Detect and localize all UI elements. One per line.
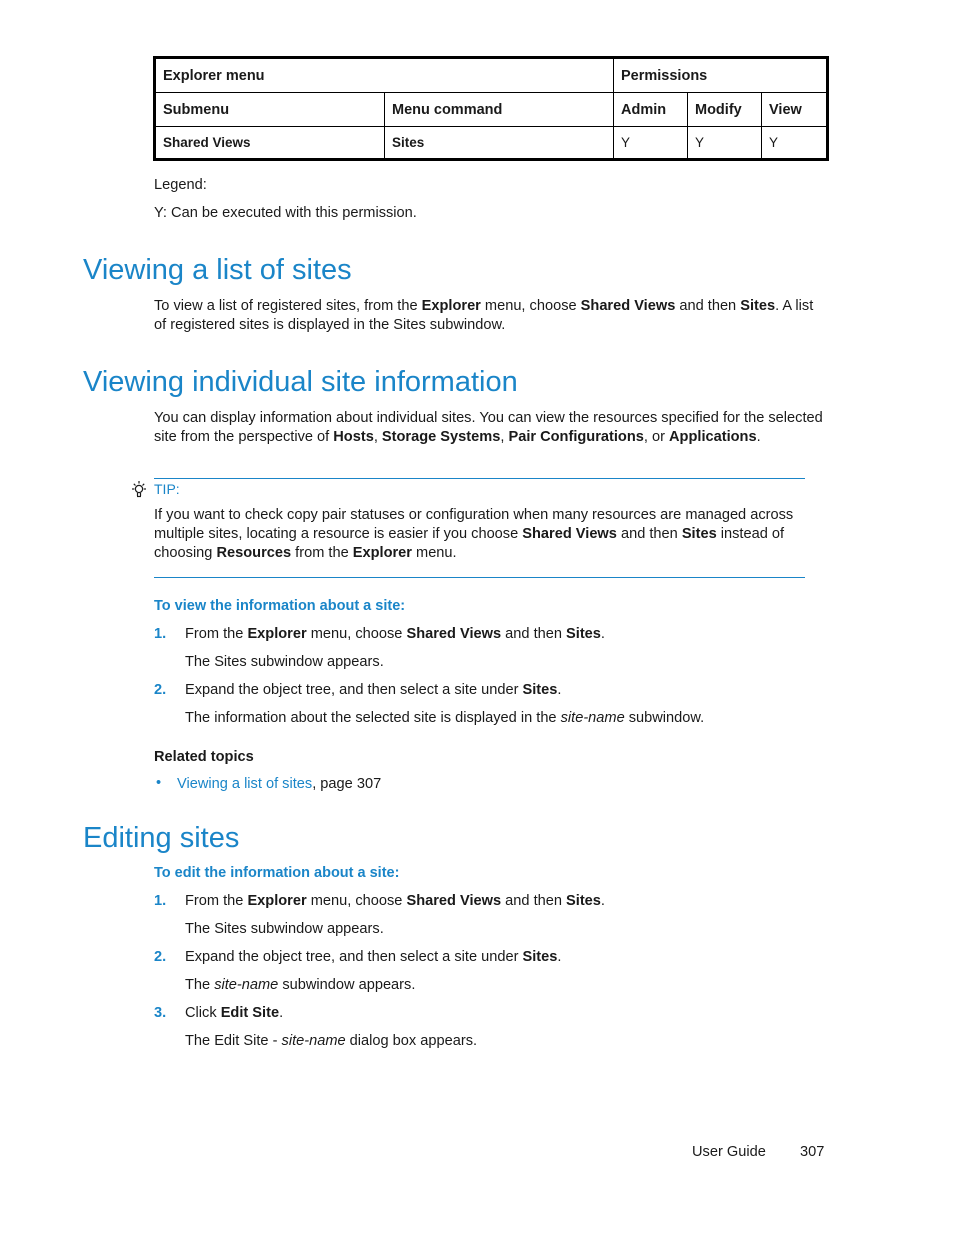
section1-paragraph: To view a list of registered sites, from the Explorer menu, choose Shared Views and then Sites. A list of registered sites is displayed in the Sites subwindow.	[154, 298, 814, 333]
table-row	[155, 127, 828, 160]
header-explorer-menu: Explorer menu	[155, 58, 614, 93]
step-result: The site-name subwindow appears.	[185, 977, 416, 993]
step-result: The Sites subwindow appears.	[185, 654, 384, 670]
tip-top-rule	[154, 478, 805, 479]
cell-view: Y	[762, 127, 828, 160]
step-number: 3.	[154, 1005, 167, 1021]
procedure-title-edit: To edit the information about a site:	[154, 865, 400, 881]
header-permissions: Permissions	[614, 58, 828, 93]
permissions-table	[153, 56, 829, 161]
step-text: From the Explorer menu, choose Shared Views and then Sites.	[185, 626, 605, 642]
legend-y: Y: Can be executed with this permission.	[154, 205, 417, 221]
related-link-viewing-list[interactable]: Viewing a list of sites	[177, 776, 313, 792]
section2-paragraph: You can display information about individual sites. You can view the resources specified for the selected site from the perspective of Hosts, Storage Systems, Pair Configurations, or Applications.	[154, 410, 823, 445]
cell-menu-command: Sites	[385, 127, 614, 160]
step-result: The information about the selected site is displayed in the site-name subwindow.	[185, 710, 705, 726]
heading-viewing-list: Viewing a list of sites	[83, 254, 352, 286]
tip-bottom-rule	[154, 577, 805, 578]
step-number: 2.	[154, 682, 167, 698]
header-menu-command: Menu command	[385, 93, 614, 127]
tip-text: If you want to check copy pair statuses or configuration when many resources are managed across multiple sites, locating a resource is easier if you choose Shared Views and then Sites instead of choosing Resources from the Explorer menu.	[154, 507, 794, 561]
cell-submenu: Shared Views	[155, 127, 385, 160]
lightbulb-icon	[130, 480, 148, 500]
step-number: 1.	[154, 893, 167, 909]
heading-viewing-individual: Viewing individual site information	[83, 366, 518, 398]
step-number: 2.	[154, 949, 167, 965]
heading-editing-sites: Editing sites	[83, 822, 240, 854]
step-number: 1.	[154, 626, 167, 642]
related-topics-title: Related topics	[154, 749, 254, 765]
step-result: The Edit Site - site-name dialog box appears.	[185, 1033, 478, 1049]
step-text: Expand the object tree, and then select a site under Sites.	[185, 682, 562, 698]
step-text: Expand the object tree, and then select a site under Sites.	[185, 949, 562, 965]
cell-modify: Y	[688, 127, 762, 160]
header-modify: Modify	[688, 93, 762, 127]
footer-page-number: 307	[800, 1144, 825, 1160]
related-item: Viewing a list of sites, page 307	[177, 776, 382, 792]
footer-guide: User Guide	[692, 1144, 766, 1160]
header-submenu: Submenu	[155, 93, 385, 127]
tip-label: TIP:	[154, 481, 180, 497]
bullet: •	[156, 775, 162, 791]
step-result: The Sites subwindow appears.	[185, 921, 384, 937]
header-view: View	[762, 93, 828, 127]
step-text: Click Edit Site.	[185, 1005, 284, 1021]
cell-admin: Y	[614, 127, 688, 160]
legend-label: Legend:	[154, 177, 207, 193]
step-text: From the Explorer menu, choose Shared Views and then Sites.	[185, 893, 605, 909]
procedure-title-view: To view the information about a site:	[154, 598, 406, 614]
header-admin: Admin	[614, 93, 688, 127]
